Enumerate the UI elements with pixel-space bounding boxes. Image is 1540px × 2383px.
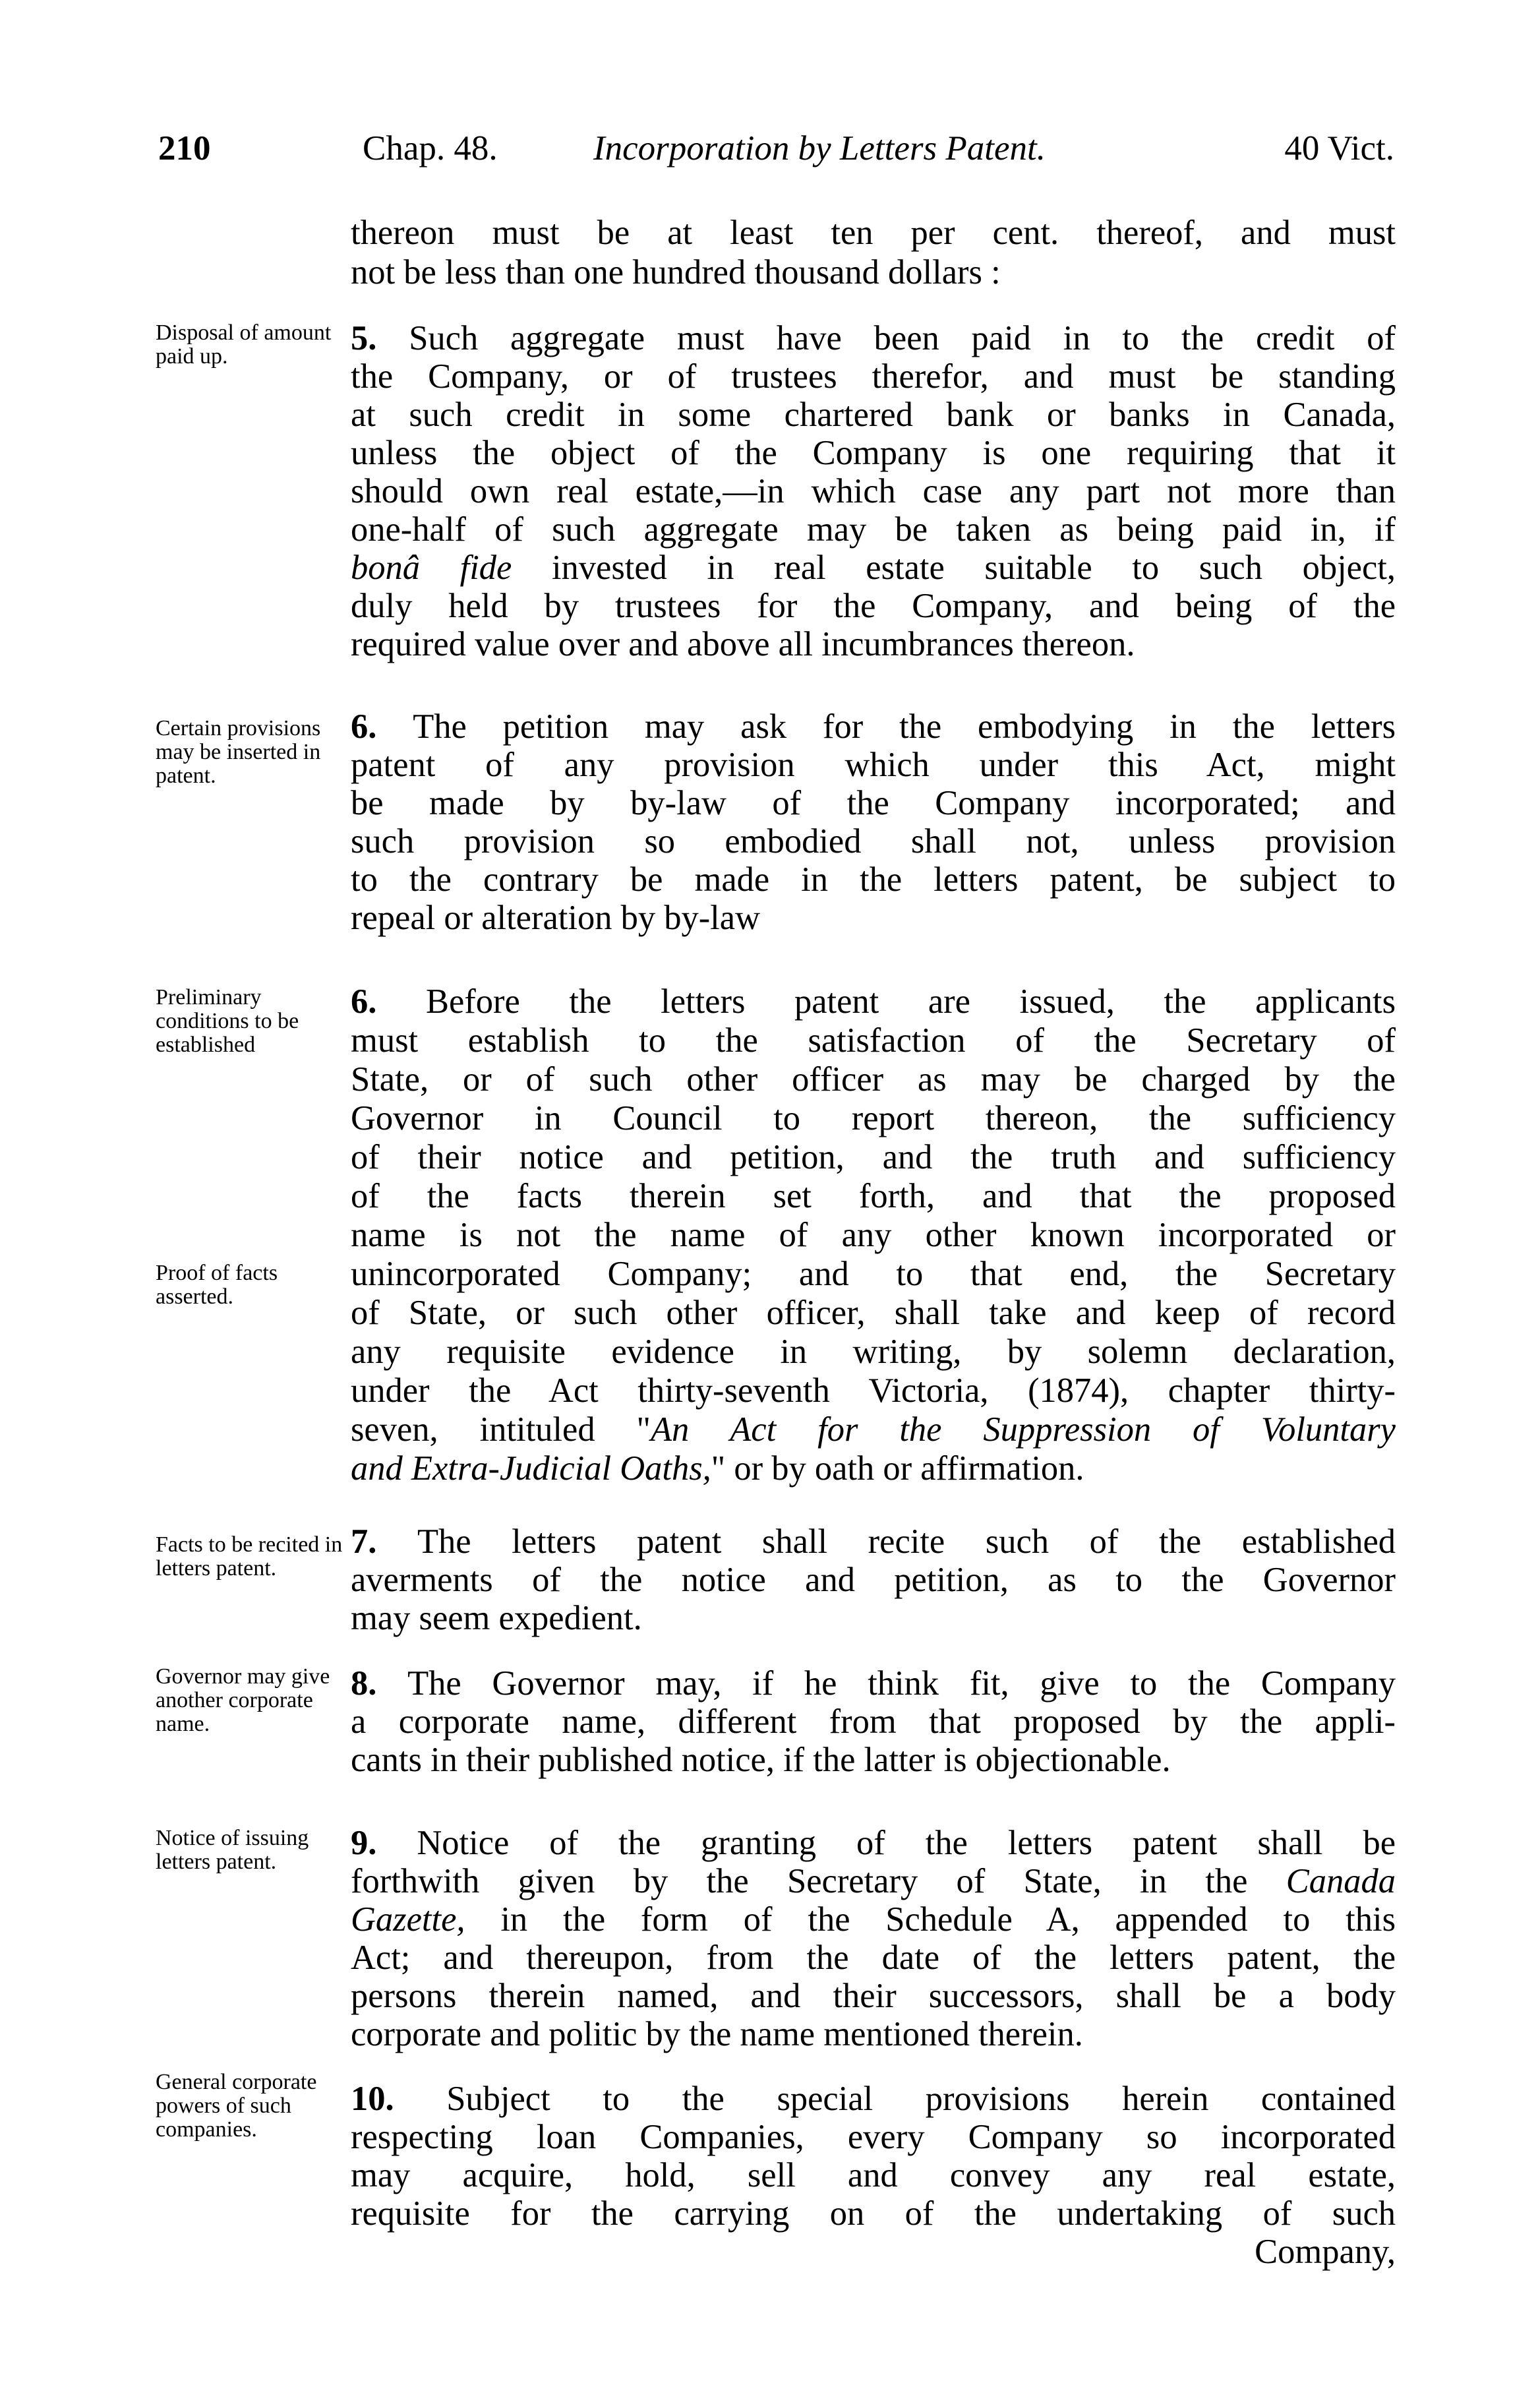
regnal-year: 40 Vict.: [1284, 129, 1394, 167]
body-line: may acquire, hold, sell and convey any real estate,: [351, 2156, 1396, 2194]
body-line: the Company, or of trustees therefor, and must be standing: [351, 357, 1396, 396]
body-line: of the facts therein set forth, and that the proposed: [351, 1177, 1396, 1215]
running-header: [158, 129, 1394, 175]
margin-note: Facts to be recited in letters patent.: [156, 1532, 343, 1581]
section-number: 9.: [351, 1824, 377, 1862]
body-line: persons therein named, and their successors, shall be a body: [351, 1977, 1396, 2015]
body-line: thereon must be at least ten per cent. thereof, and must: [351, 214, 1396, 252]
body-line: of their notice and petition, and the truth and sufficiency: [351, 1138, 1396, 1176]
body-line: any requisite evidence in writing, by solemn declaration,: [351, 1333, 1396, 1371]
running-title: Incorporation by Letters Patent.: [593, 129, 1046, 167]
margin-note: Governor may give another corporate name.: [156, 1664, 330, 1736]
body-line: should own real estate,—in which case any part not more than: [351, 472, 1396, 510]
body-line: respecting loan Companies, every Company so incorporated: [351, 2118, 1396, 2156]
body-line: Company,: [1255, 2233, 1396, 2271]
body-line: repeal or alteration by by-law: [351, 899, 760, 937]
margin-note: Proof of facts asserted.: [156, 1261, 278, 1309]
margin-note: Certain provisions may be inserted in patent.: [156, 716, 321, 788]
body-line: 7. The letters patent shall recite such of the established: [351, 1523, 1396, 1561]
margin-note: General corporate powers of such companies.: [156, 2070, 317, 2142]
page-number: 210: [158, 129, 211, 167]
body-line: required value over and above all incumbrances thereon.: [351, 625, 1135, 663]
body-line: 6. The petition may ask for the embodying in the letters: [351, 708, 1396, 746]
body-line: Act; and thereupon, from the date of the letters patent, the: [351, 1939, 1396, 1977]
body-line: and Extra-Judicial Oaths," or by oath or affirmation.: [351, 1449, 1084, 1488]
body-line: 10. Subject to the special provisions herein contained: [351, 2080, 1396, 2118]
margin-note: Disposal of amount paid up.: [156, 320, 332, 369]
body-line: Gazette, in the form of the Schedule A, appended to this: [351, 1900, 1396, 1939]
body-line: such provision so embodied shall not, unless provision: [351, 822, 1396, 860]
body-line: not be less than one hundred thousand dollars :: [351, 253, 1001, 291]
body-line: name is not the name of any other known incorporated or: [351, 1216, 1396, 1254]
body-line: must establish to the satisfaction of the Secretary of: [351, 1021, 1396, 1060]
body-line: unless the object of the Company is one requiring that it: [351, 434, 1396, 472]
body-line: under the Act thirty-seventh Victoria, (1874), chapter thirty-: [351, 1372, 1396, 1410]
body-line: of State, or such other officer, shall take and keep of record: [351, 1294, 1396, 1332]
margin-note: Preliminary conditions to be established: [156, 985, 299, 1057]
section-number: 8.: [351, 1664, 377, 1703]
body-line: may seem expedient.: [351, 1599, 642, 1637]
body-line: State, or of such other officer as may be charged by the: [351, 1060, 1396, 1099]
body-line: at such credit in some chartered bank or banks in Canada,: [351, 396, 1396, 434]
body-line: averments of the notice and petition, as to the Governor: [351, 1561, 1396, 1599]
body-line: patent of any provision which under this Act, might: [351, 746, 1396, 784]
body-line: be made by by-law of the Company incorporated; and: [351, 784, 1396, 822]
section-number: 10.: [351, 2080, 394, 2118]
margin-note: Notice of issuing letters patent.: [156, 1826, 309, 1874]
body-line: a corporate name, different from that proposed by the appli-: [351, 1703, 1396, 1741]
chapter-label: Chap. 48.: [363, 129, 498, 167]
section-number: 5.: [351, 319, 377, 357]
section-number: 6.: [351, 708, 377, 746]
body-line: 5. Such aggregate must have been paid in to the credit of: [351, 319, 1396, 357]
body-line: 8. The Governor may, if he think fit, give to the Company: [351, 1664, 1396, 1703]
body-line: bonâ fide invested in real estate suitable to such object,: [351, 549, 1396, 587]
body-line: one-half of such aggregate may be taken as being paid in, if: [351, 510, 1396, 549]
body-line: requisite for the carrying on of the undertaking of such: [351, 2194, 1396, 2233]
body-line: cants in their published notice, if the latter is objectionable.: [351, 1741, 1171, 1779]
section-number: 7.: [351, 1523, 377, 1561]
body-line: forthwith given by the Secretary of State, in the Canada: [351, 1862, 1396, 1900]
body-line: seven, intituled "An Act for the Suppression of Voluntary: [351, 1410, 1396, 1449]
body-line: 9. Notice of the granting of the letters patent shall be: [351, 1824, 1396, 1862]
section-number: 6.: [351, 982, 377, 1021]
body-line: to the contrary be made in the letters patent, be subject to: [351, 860, 1396, 899]
body-line: 6. Before the letters patent are issued, the applicants: [351, 982, 1396, 1021]
body-line: corporate and politic by the name mentioned therein.: [351, 2015, 1083, 2053]
body-line: Governor in Council to report thereon, the sufficiency: [351, 1099, 1396, 1137]
body-line: duly held by trustees for the Company, and being of the: [351, 587, 1396, 625]
body-line: unincorporated Company; and to that end, the Secretary: [351, 1255, 1396, 1293]
